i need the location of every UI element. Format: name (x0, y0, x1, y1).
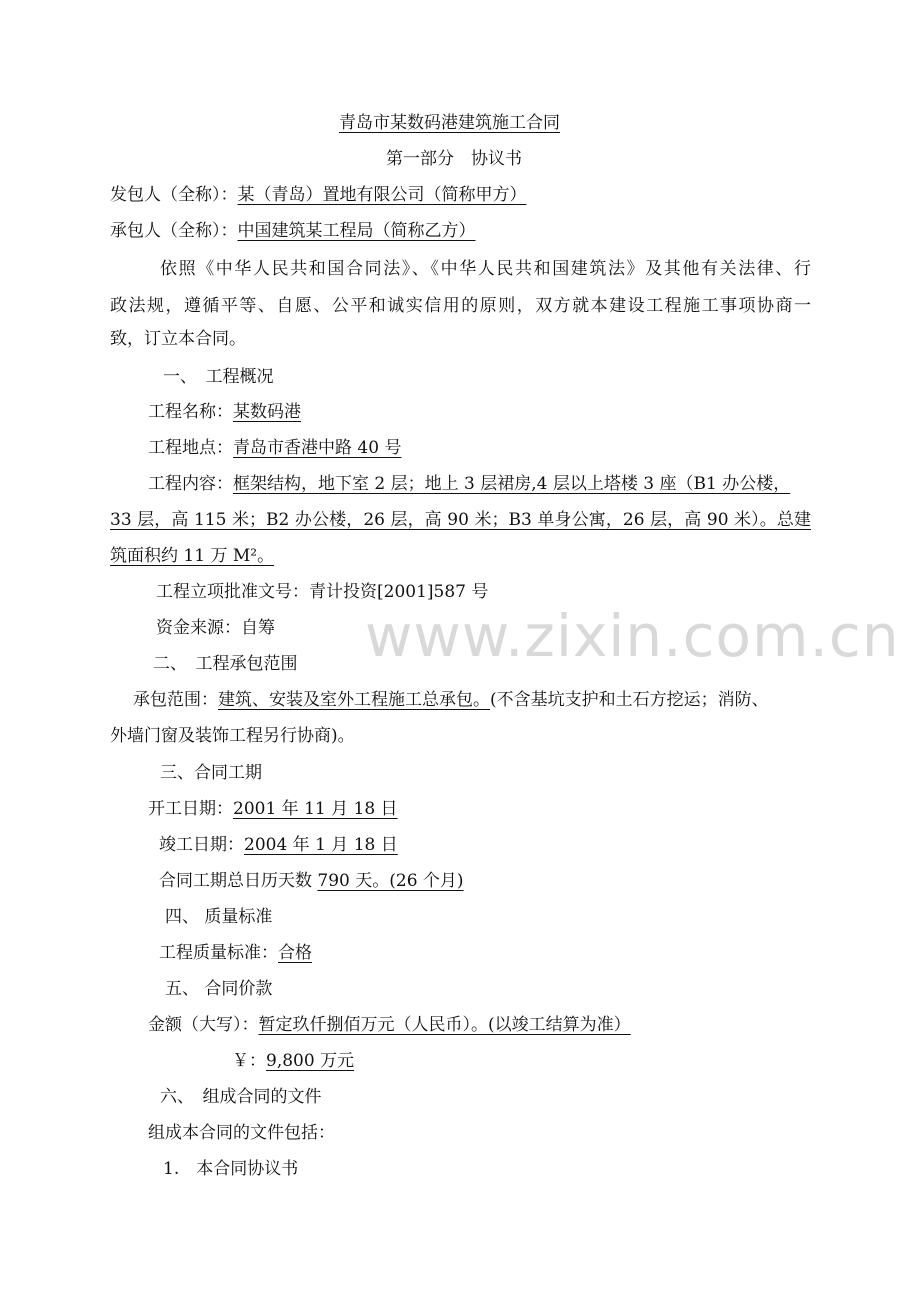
section-6-heading: 六、 组成合同的文件 (160, 1087, 322, 1107)
project-content-line-2: 33 层，高 115 米；B2 办公楼，26 层，高 90 米；B3 单身公寓，26 层，高 90 米）。总建 (110, 510, 811, 530)
scope-exclusions: (不含基坑支护和土石方挖运；消防、 (490, 690, 769, 710)
watermark: www.zixin.com.cn (365, 602, 900, 670)
quality-value: 合格 (278, 943, 312, 963)
start-date-value: 2001 年 11 月 18 日 (233, 799, 398, 819)
section-1-heading: 一、 工程概况 (163, 367, 274, 387)
funding-source: 资金来源：自筹 (156, 618, 275, 638)
contractor-label: 承包人（全称）： (110, 221, 238, 241)
section-3-heading: 三、合同工期 (160, 763, 262, 783)
duration-label: 合同工期总日历天数 (159, 871, 318, 891)
amount-figure-value: 9,800 万元 (266, 1051, 355, 1071)
quality-line (159, 942, 312, 964)
project-content-label: 工程内容： (148, 474, 233, 494)
preamble-line-2: 政法规，遵循平等、自愿、公平和诚实信用的原则，双方就本建设工程施工事项协商一 (110, 296, 811, 316)
section-2-heading: 二、 工程承包范围 (153, 654, 298, 674)
project-content-value-1: 框架结构，地下室 2 层；地上 3 层裙房,4 层以上塔楼 3 座（B1 办公楼， (233, 474, 791, 494)
section-4-heading: 四、 质量标准 (165, 907, 273, 927)
scope-value: 建筑、安装及室外工程施工总承包。 (218, 690, 490, 710)
amount-words-label: 金额（大写）： (148, 1015, 259, 1035)
section-5-heading: 五、 合同价款 (165, 979, 273, 999)
end-date-value: 2004 年 1 月 18 日 (244, 835, 398, 855)
employer-value: 某（青岛）置地有限公司（简称甲方） (237, 185, 527, 205)
approval-number: 工程立项批准文号：青计投资[2001]587 号 (156, 582, 489, 602)
preamble-line-3: 致，订立本合同。 (110, 329, 246, 349)
end-date-line (159, 834, 398, 856)
end-date-label: 竣工日期： (159, 835, 244, 855)
start-date-label: 开工日期： (148, 799, 233, 819)
project-name-line (148, 401, 301, 423)
amount-figure-label: ￥： (232, 1051, 266, 1071)
start-date-line (148, 798, 398, 820)
employer-line (110, 184, 527, 206)
quality-label: 工程质量标准： (159, 943, 278, 963)
employer-label: 发包人（全称）： (110, 185, 238, 205)
project-name-label: 工程名称： (148, 402, 233, 422)
document-subtitle: 第一部分 协议书 (386, 149, 522, 169)
scope-label: 承包范围： (133, 690, 218, 710)
amount-words-line (148, 1014, 631, 1036)
contractor-value: 中国建筑某工程局（简称乙方） (237, 221, 476, 241)
duration-line (159, 870, 464, 892)
project-name-value: 某数码港 (233, 402, 301, 422)
scope-line-1 (133, 689, 769, 711)
preamble-line-1: 依照《中华人民共和国合同法》、《中华人民共和国建筑法》及其他有关法律、行 (160, 259, 811, 279)
contractor-line (110, 220, 476, 242)
project-location-value: 青岛市香港中路 40 号 (233, 438, 402, 458)
document-list-item: 1. 本合同协议书 (163, 1159, 299, 1179)
scope-line-2: 外墙门窗及装饰工程另行协商)。 (110, 726, 355, 746)
amount-words-value: 暂定玖仟捌佰万元（人民币）。(以竣工结算为准） (258, 1015, 631, 1035)
project-content-line-1 (148, 473, 790, 495)
project-content-line-3: 筑面积约 11 万 M²。 (110, 546, 275, 566)
document-title: 青岛市某数码港建筑施工合同 (339, 113, 560, 133)
amount-figure-line (232, 1050, 354, 1072)
duration-value: 790 天。(26 个月) (317, 871, 464, 891)
project-location-line (148, 437, 401, 459)
documents-intro: 组成本合同的文件包括： (148, 1123, 335, 1143)
project-location-label: 工程地点： (148, 438, 233, 458)
